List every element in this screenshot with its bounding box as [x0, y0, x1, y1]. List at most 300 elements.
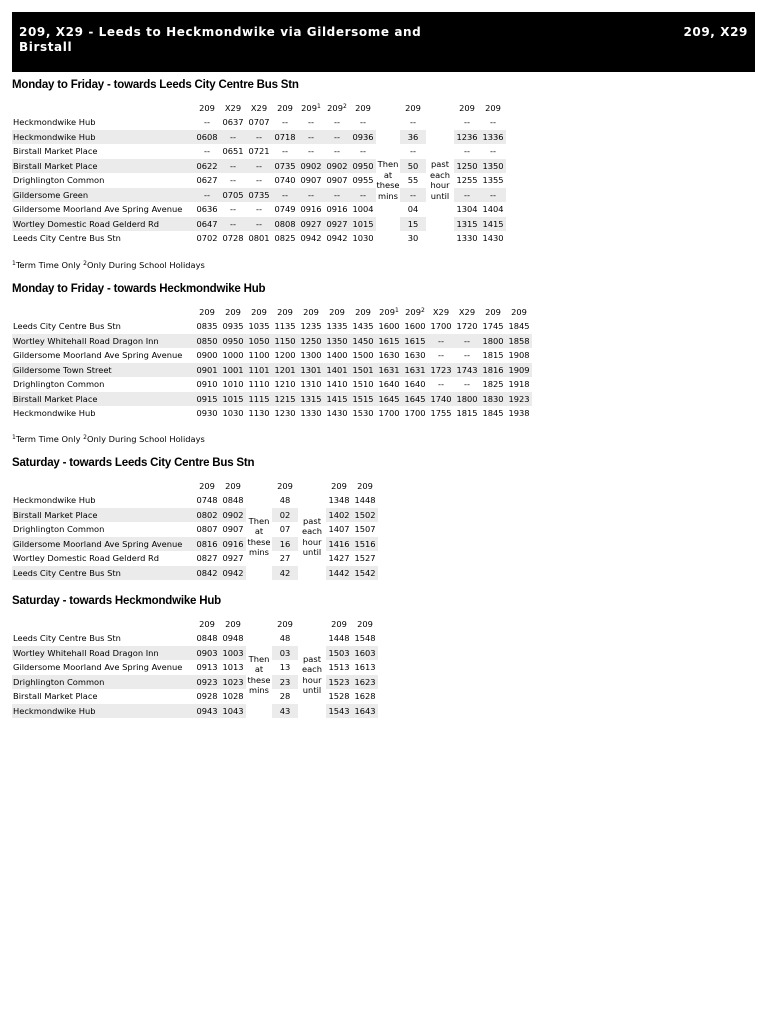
time-cell: 1938 — [508, 408, 530, 419]
time-cell: -- — [246, 130, 272, 145]
time-cell: 1301 — [298, 363, 324, 378]
frequency-note-until: past each hour until — [298, 508, 326, 566]
time-cell: 0740 — [274, 175, 296, 186]
time-cell: 0928 — [196, 691, 218, 702]
route-header: 209 — [357, 480, 373, 491]
stop-name: Gildersome Moorland Ave Spring Avenue — [13, 662, 183, 673]
table-row — [12, 217, 506, 232]
time-cell: 1830 — [480, 392, 506, 407]
time-cell: 1858 — [506, 334, 532, 349]
time-cell: 0927 — [324, 217, 350, 232]
time-cell: 0907 — [300, 175, 322, 186]
time-cell: 1028 — [222, 691, 244, 702]
frequency-note-until: past each hour until — [426, 159, 454, 203]
section-title-saturday-to-heckmondwike: Saturday - towards Heckmondwike Hub — [12, 595, 221, 607]
timetable-weekday-to-leeds — [12, 100, 506, 246]
stop-name: Wortley Domestic Road Gelderd Rd — [13, 553, 160, 564]
route-header: 209 — [357, 618, 373, 629]
time-cell: 1623 — [352, 675, 378, 690]
time-cell: -- — [360, 146, 366, 157]
time-cell: -- — [204, 146, 210, 157]
route-header: $209^1$ — [301, 102, 321, 113]
stop-name: Drighlington Common — [13, 379, 105, 390]
frequency-note-until: past each hour until — [298, 646, 326, 704]
time-cell: 1815 — [456, 408, 478, 419]
time-cell: 1255 — [456, 175, 478, 186]
time-cell: 16 — [272, 537, 298, 552]
route-header: 209 — [225, 618, 241, 629]
header-row — [12, 478, 378, 493]
route-header: 209 — [329, 306, 345, 317]
stop-name: Leeds City Centre Bus Stn — [13, 633, 121, 644]
time-cell: 1402 — [326, 508, 352, 523]
time-cell: -- — [334, 117, 340, 128]
time-cell: 1004 — [352, 204, 374, 215]
stop-name: Wortley Whitehall Road Dragon Inn — [12, 334, 194, 349]
time-cell: 0608 — [194, 130, 220, 145]
time-cell: -- — [464, 350, 470, 361]
header-row — [12, 304, 532, 319]
time-cell: 1815 — [482, 350, 504, 361]
time-cell: 0728 — [222, 233, 244, 244]
time-cell: 1210 — [274, 379, 296, 390]
table-row — [12, 363, 532, 378]
time-cell: 42 — [272, 566, 298, 581]
time-cell: 1035 — [248, 321, 270, 332]
time-cell: 1723 — [428, 363, 454, 378]
time-cell: 1630 — [404, 350, 426, 361]
time-cell: 0842 — [194, 566, 220, 581]
time-cell: 1404 — [482, 204, 504, 215]
time-cell: 0916 — [300, 204, 322, 215]
time-cell: 0801 — [248, 233, 270, 244]
time-cell: 0735 — [272, 159, 298, 174]
time-cell: -- — [438, 350, 444, 361]
time-cell: 27 — [279, 553, 291, 564]
time-cell: 1700 — [378, 408, 400, 419]
route-header: X29 — [432, 306, 450, 317]
time-cell: 1350 — [480, 159, 506, 174]
stop-name: Gildersome Town Street — [12, 363, 194, 378]
time-cell: 0915 — [194, 392, 220, 407]
time-cell: 1800 — [480, 334, 506, 349]
time-cell: 1235 — [300, 321, 322, 332]
time-cell: 1304 — [456, 204, 478, 215]
table-row — [12, 130, 506, 145]
route-header: 209 — [277, 306, 293, 317]
time-cell: 50 — [400, 159, 426, 174]
stop-name: Leeds City Centre Bus Stn — [13, 233, 121, 244]
time-cell: 1603 — [352, 646, 378, 661]
time-cell: 1015 — [350, 217, 376, 232]
stop-name: Birstall Market Place — [13, 146, 98, 157]
stop-name: Birstall Market Place — [13, 691, 98, 702]
time-cell: 0721 — [248, 146, 270, 157]
time-cell: 0943 — [194, 704, 220, 719]
time-cell: 1448 — [328, 633, 350, 644]
time-cell: -- — [334, 146, 340, 157]
time-cell: 1700 — [404, 408, 426, 419]
time-cell: 0913 — [196, 662, 218, 673]
time-cell: -- — [308, 117, 314, 128]
route-numbers: 209, X29 — [683, 25, 748, 39]
time-cell: 1416 — [326, 537, 352, 552]
time-cell: 30 — [407, 233, 419, 244]
time-cell: 1513 — [328, 662, 350, 673]
time-cell: 1543 — [326, 704, 352, 719]
time-cell: 1043 — [220, 704, 246, 719]
timetable-weekday-to-heckmondwike — [12, 304, 532, 421]
time-cell: -- — [324, 130, 350, 145]
time-cell: 0901 — [194, 363, 220, 378]
time-cell: 1110 — [248, 379, 270, 390]
route-header: 209 — [251, 306, 267, 317]
time-cell: -- — [220, 159, 246, 174]
time-cell: 1400 — [326, 350, 348, 361]
time-cell: 1407 — [328, 524, 350, 535]
time-cell: 0707 — [248, 117, 270, 128]
time-cell: 0808 — [272, 217, 298, 232]
time-cell: -- — [428, 334, 454, 349]
stop-name: Heckmondwike Hub — [13, 117, 96, 128]
route-header: $209^2$ — [405, 306, 425, 317]
stop-name: Birstall Market Place — [12, 159, 194, 174]
time-cell: -- — [272, 188, 298, 203]
time-cell: 0950 — [220, 334, 246, 349]
time-cell: 1115 — [246, 392, 272, 407]
time-cell: 1500 — [352, 350, 374, 361]
time-cell: 28 — [279, 691, 291, 702]
time-cell: 1001 — [220, 363, 246, 378]
time-cell: 1427 — [328, 553, 350, 564]
time-cell: -- — [298, 130, 324, 145]
time-cell: 1630 — [378, 350, 400, 361]
time-cell: 0705 — [220, 188, 246, 203]
header-row — [12, 616, 378, 631]
time-cell: 0950 — [350, 159, 376, 174]
time-cell: 1130 — [248, 408, 270, 419]
time-cell: 0916 — [326, 204, 348, 215]
time-cell: -- — [282, 146, 288, 157]
route-header: 209 — [199, 618, 215, 629]
time-cell: 1050 — [246, 334, 272, 349]
route-header: 209 — [199, 102, 215, 113]
time-cell: 43 — [272, 704, 298, 719]
stop-name: Wortley Domestic Road Gelderd Rd — [12, 217, 194, 232]
time-cell: -- — [220, 130, 246, 145]
time-cell: 1909 — [506, 363, 532, 378]
time-cell: 1615 — [402, 334, 428, 349]
route-header: 209 — [355, 306, 371, 317]
time-cell: 07 — [279, 524, 291, 535]
time-cell: 1542 — [352, 566, 378, 581]
time-cell: -- — [282, 117, 288, 128]
time-cell: -- — [230, 175, 236, 186]
time-cell: -- — [490, 117, 496, 128]
time-cell: 1410 — [326, 379, 348, 390]
time-cell: 1013 — [222, 662, 244, 673]
time-cell: 0902 — [298, 159, 324, 174]
stop-name: Gildersome Moorland Ave Spring Avenue — [12, 537, 194, 552]
time-cell: 1435 — [352, 321, 374, 332]
time-cell: 1600 — [404, 321, 426, 332]
time-cell: 1230 — [274, 408, 296, 419]
time-cell: -- — [464, 117, 470, 128]
time-cell: 1442 — [326, 566, 352, 581]
time-cell: 13 — [279, 662, 291, 673]
stop-name: Wortley Whitehall Road Dragon Inn — [12, 646, 194, 661]
section-title-weekday-to-leeds: Monday to Friday - towards Leeds City Centre Bus Stn — [12, 79, 299, 91]
time-cell: -- — [454, 188, 480, 203]
time-cell: 1030 — [222, 408, 244, 419]
time-cell: 1315 — [454, 217, 480, 232]
frequency-note: Then at these mins — [246, 646, 272, 704]
route-header: 209 — [331, 480, 347, 491]
time-cell: 1527 — [354, 553, 376, 564]
time-cell: 0910 — [196, 379, 218, 390]
time-cell: 23 — [272, 675, 298, 690]
time-cell: 1355 — [482, 175, 504, 186]
table-row — [12, 392, 532, 407]
route-header: X29 — [224, 102, 242, 113]
time-cell: 1502 — [352, 508, 378, 523]
time-cell: 0637 — [222, 117, 244, 128]
time-cell: 1507 — [354, 524, 376, 535]
time-cell: 1640 — [378, 379, 400, 390]
route-header: 209 — [303, 306, 319, 317]
time-cell: 1150 — [272, 334, 298, 349]
time-cell: 0907 — [222, 524, 244, 535]
stop-name: Birstall Market Place — [12, 392, 194, 407]
time-cell: 1523 — [326, 675, 352, 690]
table-row — [12, 319, 532, 334]
time-cell: 1101 — [246, 363, 272, 378]
time-cell: -- — [246, 217, 272, 232]
table-row — [12, 377, 532, 392]
time-cell: 1845 — [482, 408, 504, 419]
time-cell: 0942 — [220, 566, 246, 581]
time-cell: -- — [324, 188, 350, 203]
stop-name: Leeds City Centre Bus Stn — [13, 321, 121, 332]
route-header: X29 — [250, 102, 268, 113]
time-cell: 1528 — [328, 691, 350, 702]
time-cell: 1300 — [300, 350, 322, 361]
table-row — [12, 144, 506, 159]
table-row — [12, 704, 378, 719]
time-cell: 1330 — [300, 408, 322, 419]
time-cell: 36 — [400, 130, 426, 145]
time-cell: 0902 — [220, 508, 246, 523]
time-cell: 1003 — [220, 646, 246, 661]
footnote: $^1$Term Time Only $^2$Only During School Holidays — [12, 434, 205, 444]
time-cell: 1315 — [298, 392, 324, 407]
route-header: 209 — [277, 618, 293, 629]
stop-name: Heckmondwike Hub — [13, 495, 96, 506]
route-header: 209 — [225, 480, 241, 491]
frequency-note: Then at these mins — [376, 159, 400, 201]
time-cell: 1330 — [456, 233, 478, 244]
time-cell: 1023 — [220, 675, 246, 690]
time-cell: 1700 — [430, 321, 452, 332]
stop-name: Heckmondwike Hub — [13, 408, 96, 419]
time-cell: 1335 — [326, 321, 348, 332]
time-cell: 1000 — [222, 350, 244, 361]
time-cell: -- — [438, 379, 444, 390]
route-header: X29 — [458, 306, 476, 317]
time-cell: 1740 — [428, 392, 454, 407]
time-cell: 0816 — [194, 537, 220, 552]
time-cell: 03 — [272, 646, 298, 661]
time-cell: -- — [350, 188, 376, 203]
table-row — [12, 508, 378, 523]
time-cell: -- — [194, 188, 220, 203]
table-row — [12, 566, 378, 581]
time-cell: -- — [490, 146, 496, 157]
time-cell: 15 — [400, 217, 426, 232]
time-cell: 0748 — [196, 495, 218, 506]
time-cell: 0936 — [350, 130, 376, 145]
time-cell: 1923 — [506, 392, 532, 407]
time-cell: 0651 — [222, 146, 244, 157]
time-cell: 0948 — [222, 633, 244, 644]
time-cell: 1401 — [324, 363, 350, 378]
route-header: 209 — [331, 618, 347, 629]
time-cell: 1503 — [326, 646, 352, 661]
time-cell: 1755 — [430, 408, 452, 419]
time-cell: 1430 — [482, 233, 504, 244]
time-cell: 1530 — [352, 408, 374, 419]
route-header: 209 — [199, 306, 215, 317]
time-cell: 0827 — [196, 553, 218, 564]
time-cell: 1250 — [298, 334, 324, 349]
time-cell: -- — [360, 117, 366, 128]
time-cell: 0647 — [194, 217, 220, 232]
time-cell: 0627 — [196, 175, 218, 186]
time-cell: 0850 — [194, 334, 220, 349]
time-cell: 1430 — [326, 408, 348, 419]
time-cell: 0930 — [196, 408, 218, 419]
time-cell: 1600 — [378, 321, 400, 332]
time-cell: 55 — [407, 175, 419, 186]
time-cell: 1415 — [480, 217, 506, 232]
time-cell: 0636 — [196, 204, 218, 215]
time-cell: 0927 — [298, 217, 324, 232]
stop-name: Drighlington Common — [13, 175, 105, 186]
route-header: $209^1$ — [379, 306, 399, 317]
stop-name: Drighlington Common — [13, 524, 105, 535]
time-cell: 0935 — [222, 321, 244, 332]
table-row — [12, 348, 532, 363]
stop-name: Heckmondwike Hub — [12, 130, 194, 145]
time-cell: 1015 — [220, 392, 246, 407]
time-cell: -- — [464, 146, 470, 157]
time-cell: 1448 — [354, 495, 376, 506]
table-row — [12, 115, 506, 130]
time-cell: 04 — [407, 204, 419, 215]
time-cell: -- — [308, 146, 314, 157]
timetable-title: 209, X29 - Leeds to Heckmondwike via Gildersome and Birstall — [19, 25, 422, 54]
route-header: 209 — [225, 306, 241, 317]
time-cell: 0907 — [326, 175, 348, 186]
time-cell: -- — [400, 188, 426, 203]
time-cell: 1816 — [480, 363, 506, 378]
footnote: $^1$Term Time Only $^2$Only During School Holidays — [12, 260, 205, 270]
route-header: $209^2$ — [327, 102, 347, 113]
stop-name: Birstall Market Place — [12, 508, 194, 523]
table-row — [12, 159, 506, 174]
time-cell: 0802 — [194, 508, 220, 523]
time-cell: -- — [256, 175, 262, 186]
route-header: 209 — [199, 480, 215, 491]
time-cell: 1350 — [324, 334, 350, 349]
time-cell: 1645 — [376, 392, 402, 407]
time-cell: 0927 — [222, 553, 244, 564]
time-cell: 1845 — [508, 321, 530, 332]
time-cell: 1908 — [508, 350, 530, 361]
header-row — [12, 100, 506, 115]
time-cell: 0942 — [300, 233, 322, 244]
time-cell: 0923 — [194, 675, 220, 690]
time-cell: -- — [480, 188, 506, 203]
time-cell: 0942 — [326, 233, 348, 244]
table-row — [12, 231, 506, 246]
route-header: 209 — [277, 480, 293, 491]
time-cell: 1743 — [454, 363, 480, 378]
time-cell: 1135 — [274, 321, 296, 332]
time-cell: 0702 — [196, 233, 218, 244]
time-cell: 1918 — [508, 379, 530, 390]
time-cell: 1631 — [376, 363, 402, 378]
section-title-saturday-to-leeds: Saturday - towards Leeds City Centre Bus Stn — [12, 457, 255, 469]
time-cell: 0955 — [352, 175, 374, 186]
route-header: 209 — [511, 306, 527, 317]
time-cell: 0848 — [222, 495, 244, 506]
time-cell: 1236 — [454, 130, 480, 145]
time-cell: 02 — [272, 508, 298, 523]
time-cell: 1615 — [376, 334, 402, 349]
time-cell: 0900 — [196, 350, 218, 361]
route-header: 209 — [405, 102, 421, 113]
route-header: 209 — [277, 102, 293, 113]
page-header — [12, 12, 755, 72]
time-cell: 48 — [279, 633, 291, 644]
time-cell: 1645 — [402, 392, 428, 407]
stop-name: Gildersome Moorland Ave Spring Avenue — [13, 204, 183, 215]
time-cell: 0749 — [274, 204, 296, 215]
time-cell: 0835 — [196, 321, 218, 332]
stop-name: Gildersome Moorland Ave Spring Avenue — [13, 350, 183, 361]
table-row — [12, 202, 506, 217]
time-cell: 1720 — [456, 321, 478, 332]
timetable-saturday-to-heckmondwike — [12, 616, 378, 718]
time-cell: -- — [298, 188, 324, 203]
table-row — [12, 631, 378, 646]
time-cell: 0902 — [324, 159, 350, 174]
timetable-saturday-to-leeds — [12, 478, 378, 580]
table-row — [12, 493, 378, 508]
frequency-note: Then at these mins — [246, 508, 272, 566]
time-cell: 48 — [279, 495, 291, 506]
time-cell: -- — [230, 204, 236, 215]
time-cell: 1501 — [350, 363, 376, 378]
time-cell: -- — [256, 204, 262, 215]
time-cell: -- — [204, 117, 210, 128]
time-cell: 1825 — [482, 379, 504, 390]
time-cell: 1510 — [352, 379, 374, 390]
time-cell: 1450 — [350, 334, 376, 349]
table-row — [12, 406, 532, 421]
time-cell: 1200 — [274, 350, 296, 361]
